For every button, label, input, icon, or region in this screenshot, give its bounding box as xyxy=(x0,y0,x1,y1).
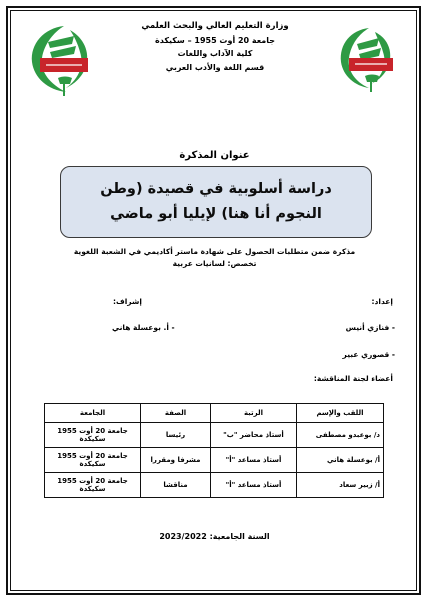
table-row xyxy=(45,423,384,448)
university-logo-left xyxy=(22,18,104,102)
faculty-name: كلية الآداب واللغات xyxy=(177,49,253,58)
member-name: د/ بوعبدو مصطفى xyxy=(297,423,384,448)
member-rank: أستاذ مساعد "أ" xyxy=(211,448,297,473)
member-name: أ/ بوعسلة هاني xyxy=(297,448,384,473)
member-rank: أستاذ مساعد "أ" xyxy=(211,473,297,498)
supervisor-name: - أ. بوعسلة هاني xyxy=(112,323,175,332)
member-role: مناقشا xyxy=(141,473,211,498)
memo-title: دراسة أسلوبية في قصيدة (وطن النجوم أنا هنا) لإيليا أبو ماضي xyxy=(100,181,332,222)
prepared-by-label: إعداد: xyxy=(371,297,393,306)
table-row xyxy=(45,473,384,498)
institution-header xyxy=(110,20,320,74)
column-header-university: الجامعة xyxy=(45,404,141,423)
supervisor-label: إشراف: xyxy=(113,297,142,306)
memo-title-box xyxy=(60,166,372,238)
degree-subtitle xyxy=(0,246,429,270)
university-name: جامعة 20 أوت 1955 – سكيكدة xyxy=(155,35,275,45)
member-university: جامعة 20 أوت 1955 سكيكدة xyxy=(45,473,141,498)
committee-table xyxy=(44,403,384,498)
member-role: مشرفا ومقررا xyxy=(141,448,211,473)
academic-year: السنة الجامعية: 2023/2022 xyxy=(159,532,270,541)
student-name-1: - فنازي أنيس xyxy=(345,323,395,332)
department-name: قسم اللغة والأدب العربي xyxy=(165,62,265,72)
committee-table-header xyxy=(45,404,384,423)
table-row xyxy=(45,448,384,473)
memo-title-label: عنوان المذكرة xyxy=(179,150,250,161)
committee-label: أعضاء لجنة المناقشة: xyxy=(313,374,393,383)
member-role: رئيسا xyxy=(141,423,211,448)
member-name: أ/ زبير سعاد xyxy=(297,473,384,498)
ministry-name: وزارة التعليم العالي والبحث العلمي xyxy=(141,21,289,31)
column-header-name: اللقب والإسم xyxy=(297,404,384,423)
university-logo-right xyxy=(329,18,411,102)
member-rank: أستاذ محاضر "ب" xyxy=(211,423,297,448)
member-university: جامعة 20 أوت 1955 سكيكدة xyxy=(45,423,141,448)
column-header-role: الصفة xyxy=(141,404,211,423)
degree-purpose: مذكرة ضمن متطلبات الحصول على شهادة ماستر أكاديمي في الشعبة اللغوية xyxy=(73,247,356,256)
member-university: جامعة 20 أوت 1955 سكيكدة xyxy=(45,448,141,473)
student-name-2: - قصوري عبير xyxy=(342,350,395,359)
column-header-rank: الرتبة xyxy=(211,404,297,423)
degree-specialty: تخصص: لسانيات عربية xyxy=(172,259,257,268)
